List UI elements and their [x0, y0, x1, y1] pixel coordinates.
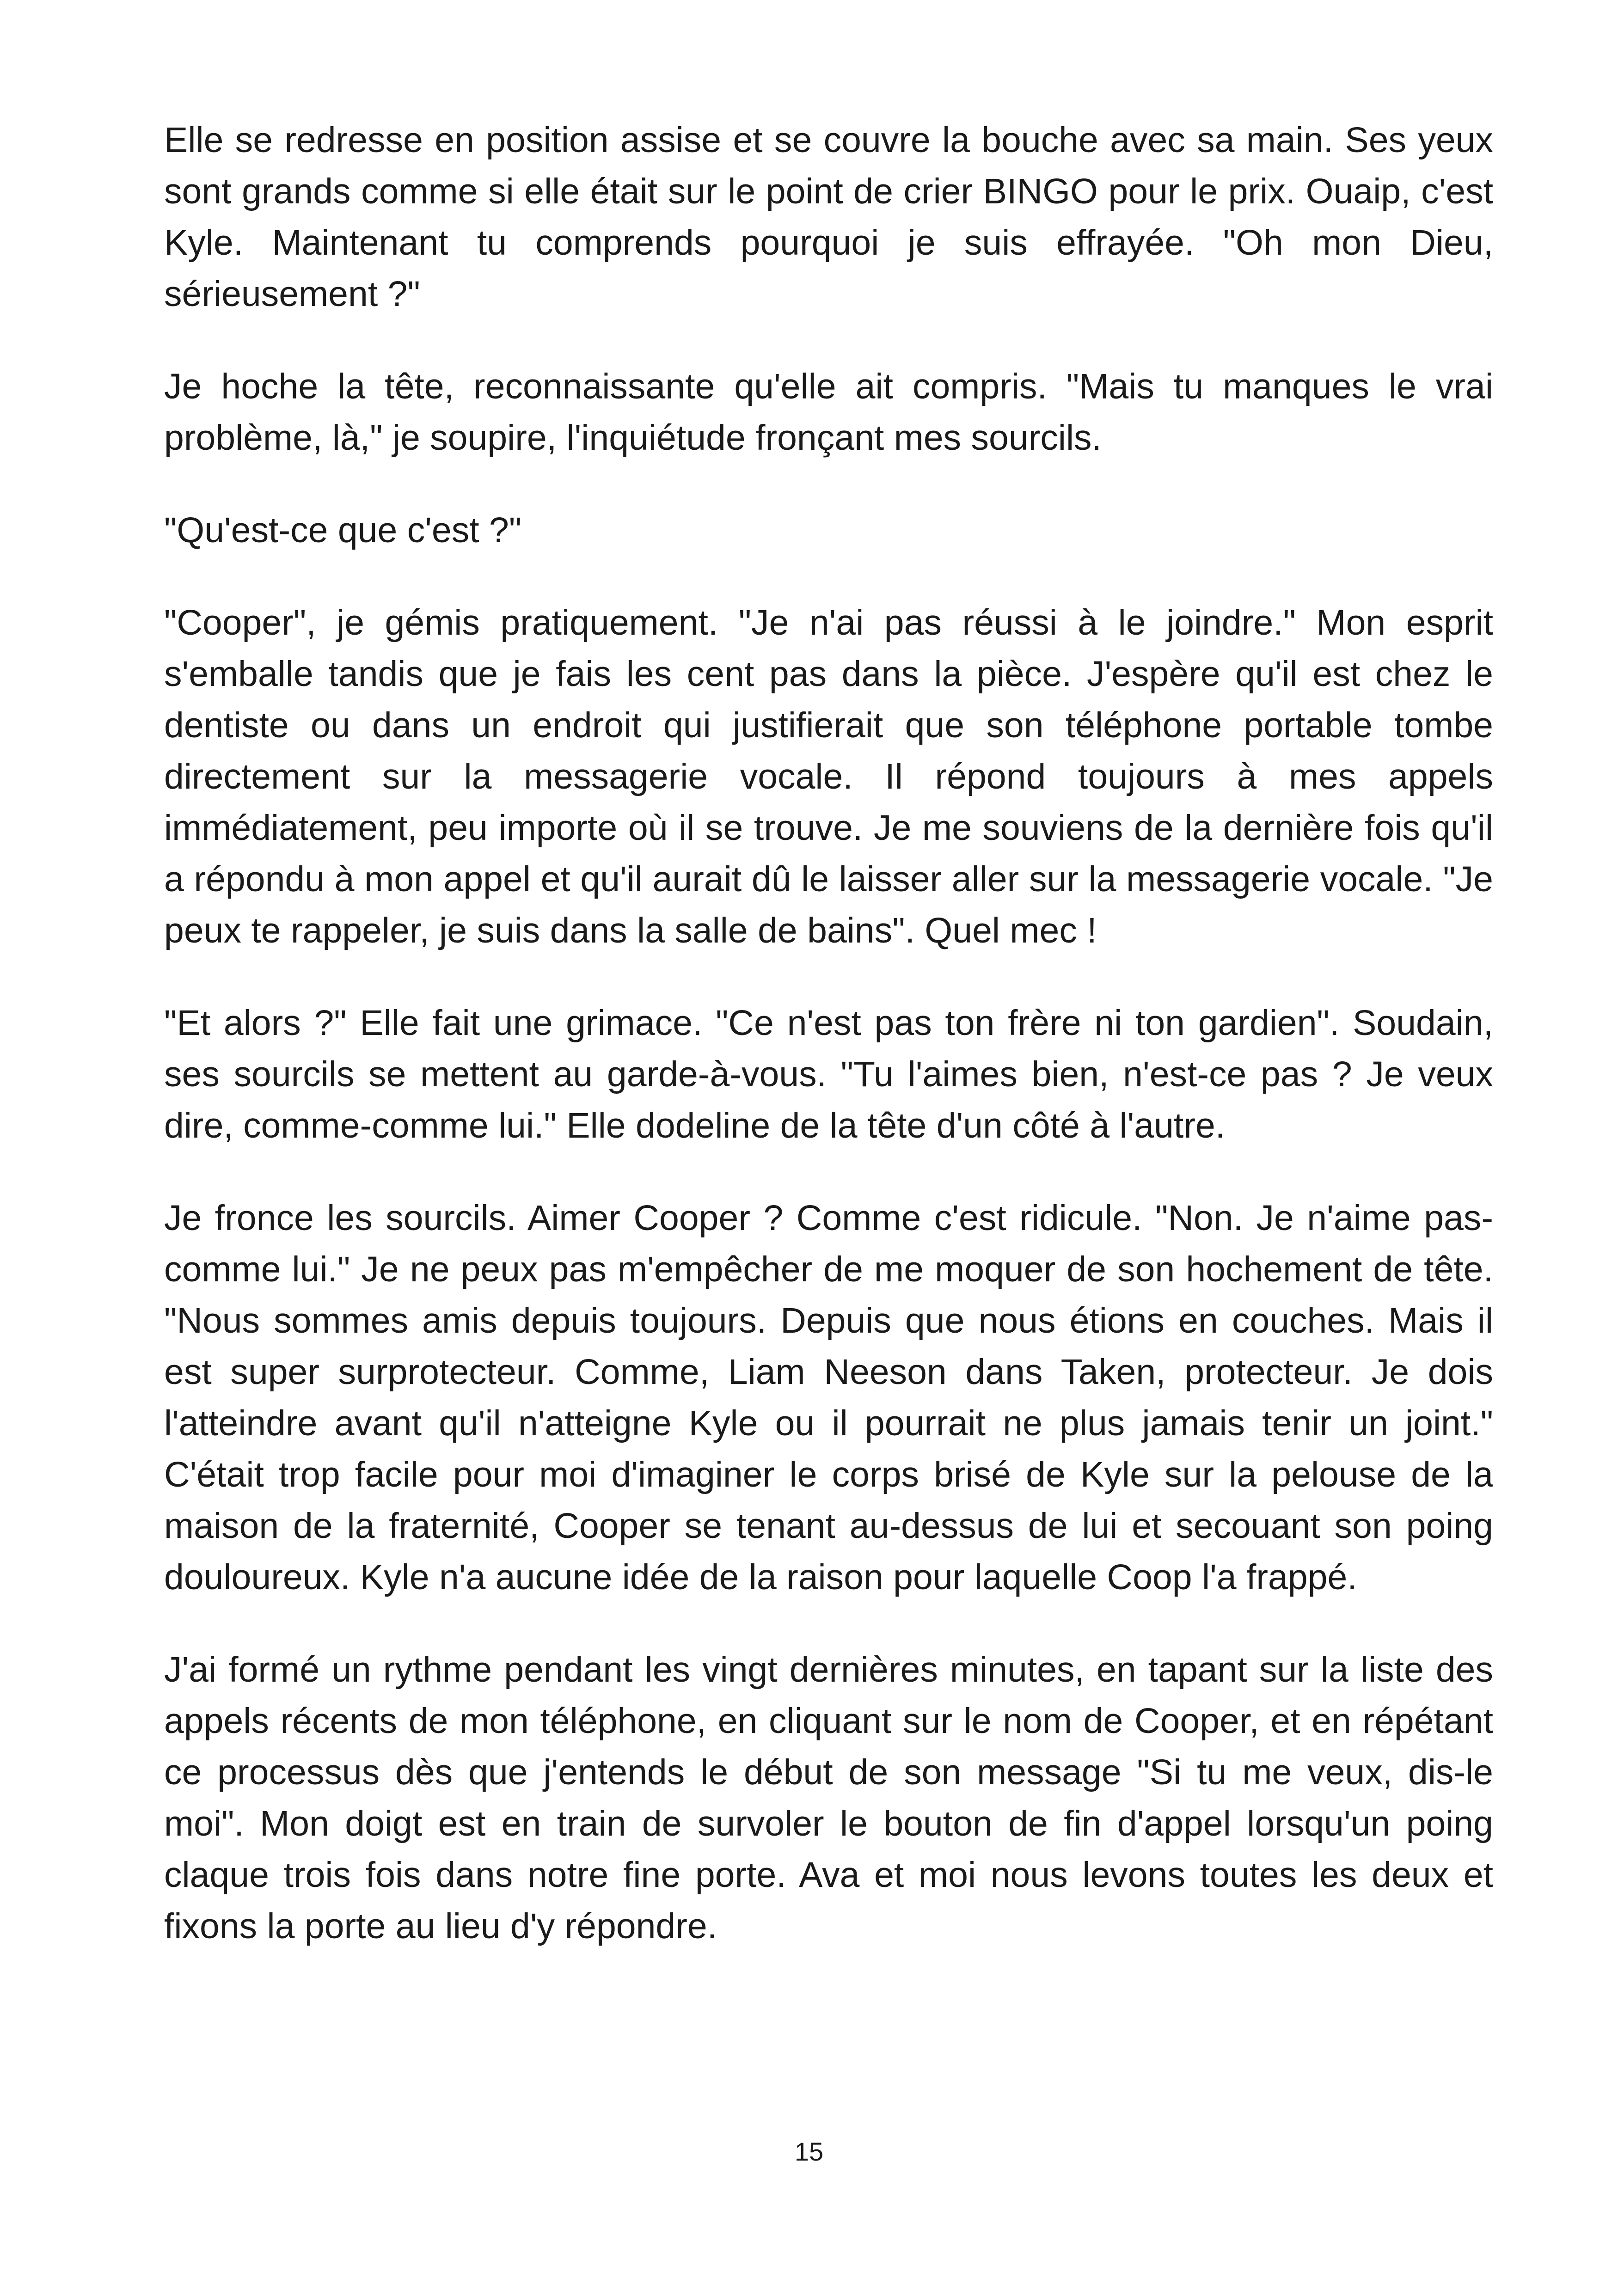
paragraph: Je fronce les sourcils. Aimer Cooper ? Comme c'est ridicule. "Non. Je n'aime pas-comme lui." Je ne peux pas m'empêcher de me moquer de son hochement de tête. "Nous sommes amis depuis toujours. Depuis que nous étions en couches. Mais il est super surprotecteur. Comme, Liam Neeson dans Taken, protecteur. Je dois l'atteindre avant qu'il n'atteigne Kyle ou il pourrait ne plus jamais tenir un joint." C'était trop facile pour moi d'imaginer le corps brisé de Kyle sur la pelouse de la maison de la fraternité, Cooper se tenant au-dessus de lui et secouant son poing douloureux. Kyle n'a aucune idée de la raison pour laquelle Coop l'a frappé. — [164, 1198, 1493, 1597]
paragraph: "Cooper", je gémis pratiquement. "Je n'ai pas réussi à le joindre." Mon esprit s'emballe tandis que je fais les cent pas dans la pièce. J'espère qu'il est chez le dentiste ou dans un endroit qui justifierait que son téléphone portable tombe directement sur la messagerie vocale. Il répond toujours à mes appels immédiatement, peu importe où il se trouve. Je me souviens de la dernière fois qu'il a répondu à mon appel et qu'il aurait dû le laisser aller sur la messagerie vocale. "Je peux te rappeler, je suis dans la salle de bains". Quel mec ! — [164, 603, 1493, 950]
paragraph: Je hoche la tête, reconnaissante qu'elle ait compris. "Mais tu manques le vrai problème, là," je soupire, l'inquiétude fronçant mes sourcils. — [164, 367, 1493, 458]
paragraph: Elle se redresse en position assise et se couvre la bouche avec sa main. Ses yeux sont grands comme si elle était sur le point de crier BINGO pour le prix. Ouaip, c'est Kyle. Maintenant tu comprends pourquoi je suis effrayée. "Oh mon Dieu, sérieusement ?" — [164, 120, 1493, 314]
paragraph: "Qu'est-ce que c'est ?" — [164, 510, 522, 550]
paragraph: J'ai formé un rythme pendant les vingt dernières minutes, en tapant sur la liste des appels récents de mon téléphone, en cliquant sur le nom de Cooper, et en répétant ce processus dès que j'entends le début de son message "Si tu me veux, dis-le moi". Mon doigt est en train de survoler le bouton de fin d'appel lorsqu'un poing claque trois fois dans notre fine porte. Ava et moi nous levons toutes les deux et fixons la porte au lieu d'y répondre. — [164, 1650, 1493, 1946]
paragraph: "Et alors ?" Elle fait une grimace. "Ce n'est pas ton frère ni ton gardien". Soudain, ses sourcils se mettent au garde-à-vous. "Tu l'aimes bien, n'est-ce pas ? Je veux dire, comme-comme lui." Elle dodeline de la tête d'un côté à l'autre. — [164, 1003, 1493, 1145]
body-text — [164, 115, 1493, 1952]
page-number: 15 — [794, 2137, 824, 2166]
